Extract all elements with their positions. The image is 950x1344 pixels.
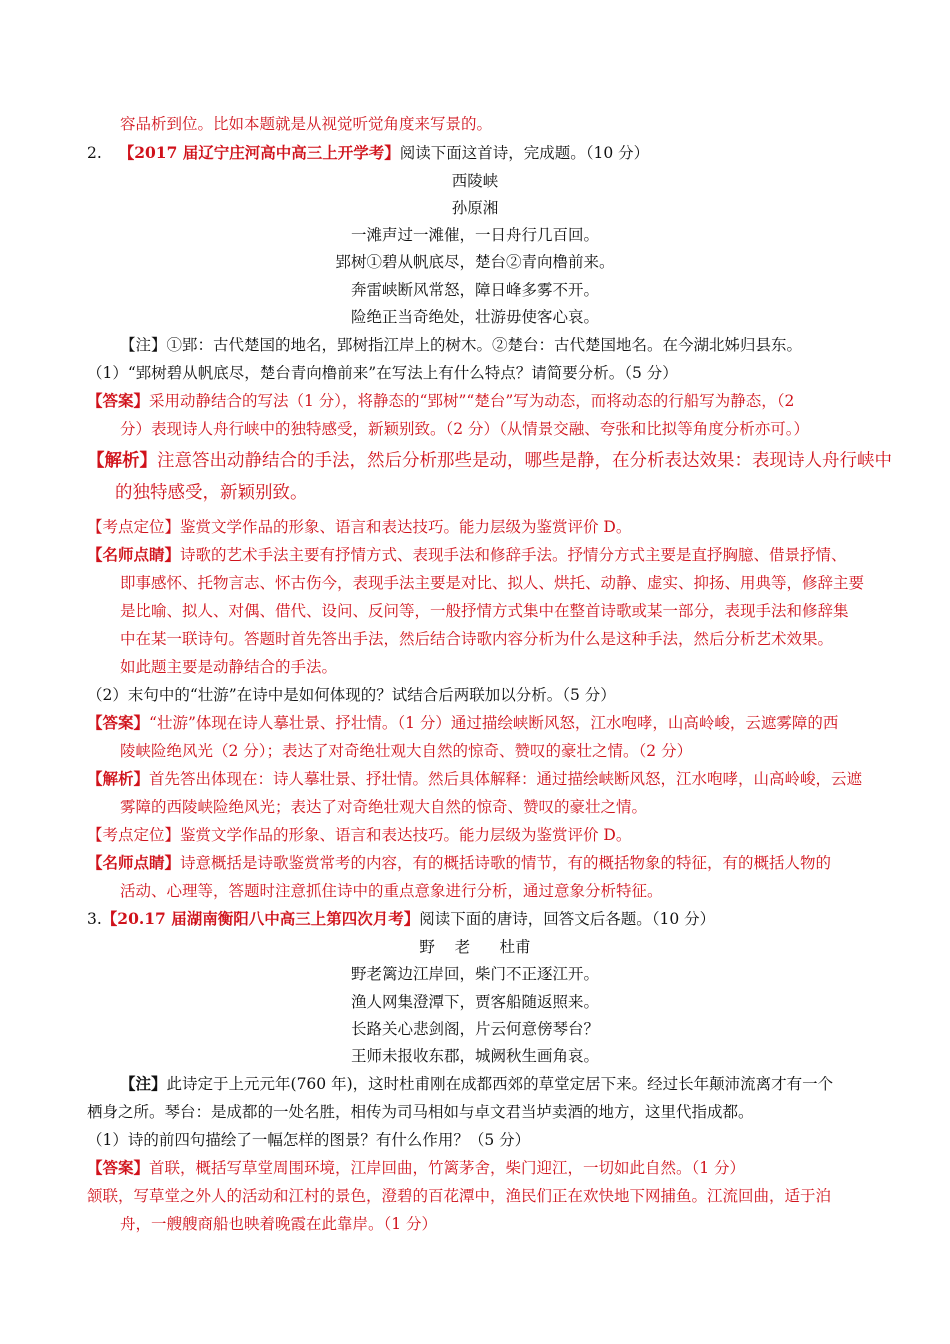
answer-line xyxy=(87,713,838,733)
teacher-tip-line: 中在某一联诗句。答题时首先答出手法，然后结合诗歌内容分析为什么是这种手法，然后分析艺术效果。 xyxy=(120,630,834,648)
analysis-line xyxy=(87,451,892,471)
answer-line: 分）表现诗人舟行峡中的独特感受，新颖别致。（2 分）（从情景交融、夸张和比拟等角度分析亦可。） xyxy=(120,420,810,438)
poem-line: 郢树①碧从帆底尽，楚台②青向橹前来。 xyxy=(335,253,615,271)
question-2-heading xyxy=(87,143,649,163)
analysis-tag: 【解析】 xyxy=(87,451,157,471)
teacher-tip-text: 诗意概括是诗歌鉴赏常考的内容，有的概括诗歌的情节，有的概括物象的特征，有的概括人物的 xyxy=(180,854,832,872)
teacher-tip-text: 诗歌的艺术手法主要有抒情方式、表现手法和修辞手法。抒情分方式主要是直抒胸臆、借景抒情、 xyxy=(180,546,847,564)
analysis-text: 首先答出体现在：诗人摹壮景、抒壮情。然后具体解释：通过描绘峡断风怒，江水咆哮，山高岭峻，云遮 xyxy=(149,770,863,788)
teacher-tip-line xyxy=(87,545,847,565)
poem-line: 渔人网集澄潭下，贾客船随返照来。 xyxy=(350,993,599,1011)
sub-question-1: （1）诗的前四句描绘了一幅怎样的图景？有什么作用？（5 分） xyxy=(87,1131,531,1149)
question-prompt: 阅读下面的唐诗，回答文后各题。（10 分） xyxy=(419,910,716,928)
analysis-text: 注意答出动静结合的手法，然后分析那些是动，哪些是静，在分析表达效果：表现诗人舟行峡中 xyxy=(157,451,892,471)
poem-line: 奔雷峡断风常怒，障日峰多雾不开。 xyxy=(350,281,599,299)
poem-title: 野 老 杜甫 xyxy=(419,938,531,956)
note-tag: 【注】 xyxy=(120,1074,167,1093)
teacher-tip-line: 是比喻、拟人、对偶、借代、设问、反问等，一般抒情方式集中在整首诗歌或某一部分，表现手法和修辞集 xyxy=(120,602,849,620)
answer-tag: 【答案】 xyxy=(87,391,150,410)
teacher-tip-line: 活动、心理等，答题时注意抓住诗中的重点意象进行分析，通过意象分析特征。 xyxy=(120,882,663,900)
answer-line: 颔联，写草堂之外人的活动和江村的景色，澄碧的百花潭中，渔民们正在欢快地下网捕鱼。江流回曲，适于泊 xyxy=(87,1187,832,1205)
question-number: 2. xyxy=(87,144,102,162)
question-3-heading xyxy=(87,909,715,929)
answer-continuation-line: 容品析到位。比如本题就是从视觉听觉角度来写景的。 xyxy=(120,115,493,133)
poem-note xyxy=(120,1074,833,1094)
question-number: 3. xyxy=(87,910,102,928)
poem-line: 长路关心悲剑阁，片云何意傍琴台？ xyxy=(350,1020,599,1038)
poem-note: 【注】①郢：古代楚国的地名，郢树指江岸上的树木。②楚台：古代楚国地名。在今湖北姊归县东。 xyxy=(120,336,803,354)
analysis-tag: 【解析】 xyxy=(87,769,150,788)
answer-tag: 【答案】 xyxy=(87,713,150,732)
answer-line: 陵峡险绝风光（2 分）；表达了对奇绝壮观大自然的惊奇、赞叹的豪壮之情。（2 分） xyxy=(120,742,693,760)
sub-question-2: （2）末句中的“壮游”在诗中是如何体现的？试结合后两联加以分析。（5 分） xyxy=(87,686,616,704)
answer-line xyxy=(87,1158,745,1178)
answer-line: 舟，一艘艘商船也映着晚霞在此靠岸。（1 分） xyxy=(120,1215,438,1233)
sub-question-1: （1）“郢树碧从帆底尽，楚台青向橹前来”在写法上有什么特点？请简要分析。（5 分） xyxy=(87,364,678,382)
key-point-line: 【考点定位】鉴赏文学作品的形象、语言和表达技巧。能力层级为鉴赏评价 D。 xyxy=(87,518,632,536)
poem-author: 孙原湘 xyxy=(451,199,499,217)
answer-tag: 【答案】 xyxy=(87,1158,150,1177)
poem-title: 西陵峡 xyxy=(451,172,499,190)
poem-line: 野老篱边江岸回，柴门不正逐江开。 xyxy=(350,965,599,983)
analysis-line: 雾障的西陵峡险绝风光；表达了对奇绝壮观大自然的惊奇、赞叹的豪壮之情。 xyxy=(120,798,648,816)
analysis-line xyxy=(87,769,862,789)
teacher-tip-line: 如此题主要是动静结合的手法。 xyxy=(120,658,338,676)
poem-note: 栖身之所。琴台：是成都的一处名胜，相传为司马相如与卓文君当垆卖酒的地方，这里代指成都。 xyxy=(87,1103,754,1121)
answer-text: 采用动静结合的写法（1 分），将静态的“郢树”“楚台”写为动态，而将动态的行船写为静态，（2 xyxy=(149,392,795,410)
analysis-line: 的独特感受，新颖别致。 xyxy=(115,483,308,503)
key-point-line: 【考点定位】鉴赏文学作品的形象、语言和表达技巧。能力层级为鉴赏评价 D。 xyxy=(87,826,632,844)
answer-text: 首联，概括写草堂周围环境，江岸回曲，竹篱茅舍，柴门迎江，一切如此自然。（1 分） xyxy=(149,1159,746,1177)
answer-text: “壮游”体现在诗人摹壮景、抒壮情。（1 分）通过描绘峡断风怒，江水咆哮，山高岭峻，云遮雾障的西 xyxy=(149,714,839,732)
teacher-tip-line: 即事感怀、托物言志、怀古伤今，表现手法主要是对比、拟人、烘托、动静、虚实、抑扬、用典等，修辞主要 xyxy=(120,574,865,592)
answer-line xyxy=(87,391,794,411)
question-prompt: 阅读下面这首诗，完成题。（10 分） xyxy=(399,144,650,162)
teacher-tip-tag: 【名师点睛】 xyxy=(87,853,181,872)
teacher-tip-line xyxy=(87,853,831,873)
question-source: 【20.17 届湖南衡阳八中高三上第四次月考】 xyxy=(101,909,420,928)
poem-line: 王师未报收东郡，城阙秋生画角哀。 xyxy=(350,1047,599,1065)
note-text: 此诗定于上元元年(760 年)，这时杜甫刚在成都西郊的草堂定居下来。经过长年颠沛流离才有一个 xyxy=(166,1075,834,1093)
teacher-tip-tag: 【名师点睛】 xyxy=(87,545,181,564)
question-source: 【2017 届辽宁庄河高中高三上开学考】 xyxy=(118,143,400,162)
poem-line: 一滩声过一滩催，一日舟行几百回。 xyxy=(350,226,599,244)
poem-line: 险绝正当奇绝处，壮游毋使客心哀。 xyxy=(350,308,599,326)
